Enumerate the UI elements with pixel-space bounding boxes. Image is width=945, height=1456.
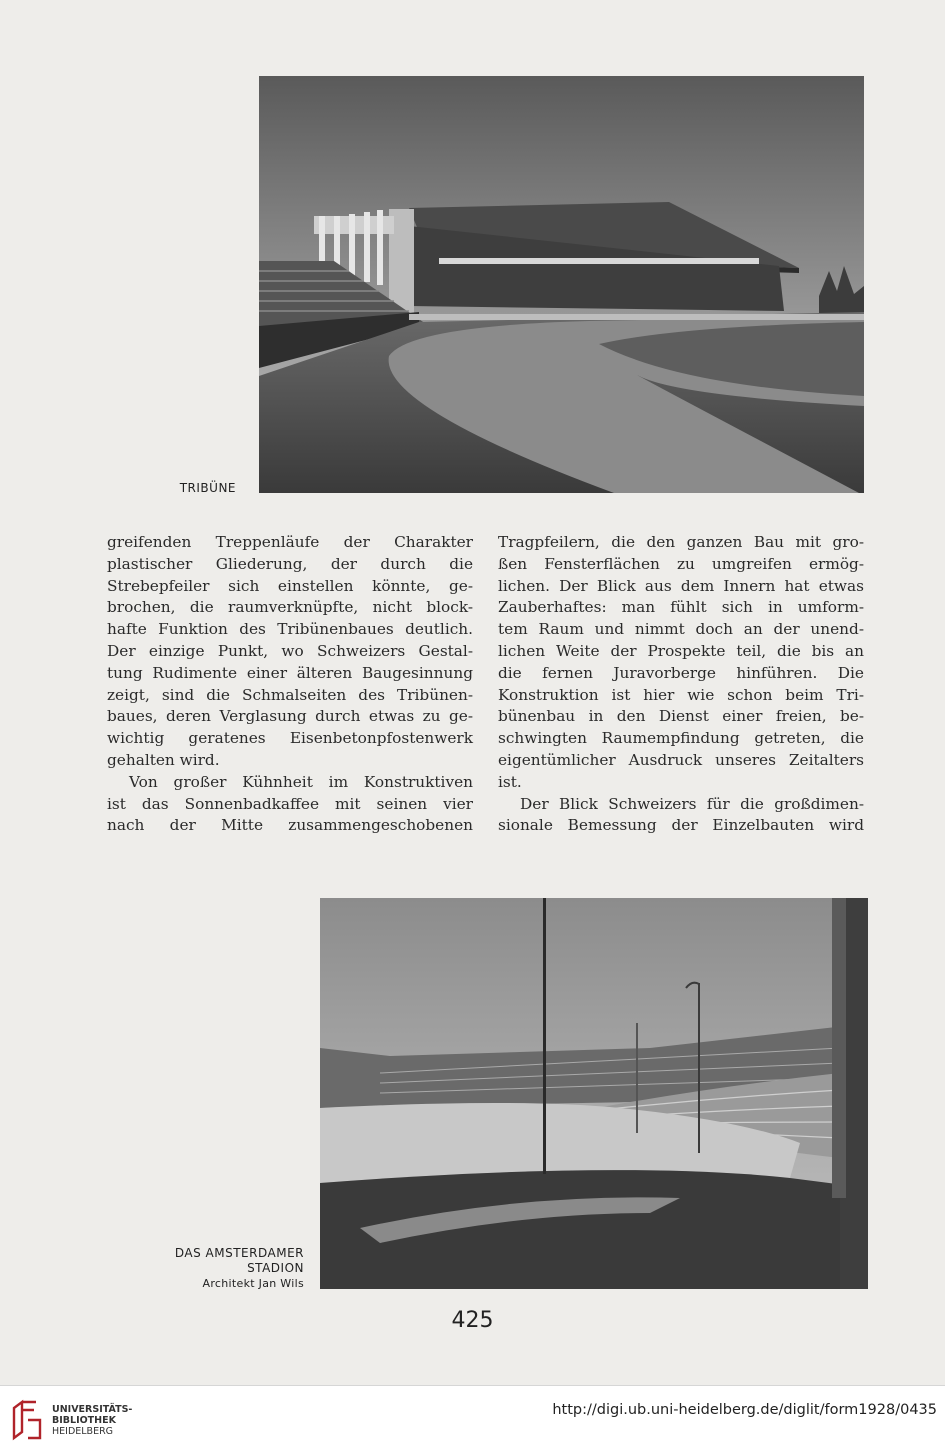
text-line: die fernen Juravorberge hinführen. Die (498, 663, 864, 682)
library-name (52, 1404, 132, 1437)
amsterdam-stadium-photo (320, 898, 868, 1289)
library-name-line: UNIVERSITÄTS- (52, 1404, 133, 1415)
caption-line: DAS AMSTERDAMER (174, 1246, 304, 1260)
text-line: greifenden Treppenläufe der Charakter (107, 533, 473, 551)
stadium-grandstand-photo (259, 76, 864, 493)
caption-line: STADION (247, 1261, 304, 1275)
text-line: plastischer Gliederung, der durch die (107, 554, 473, 573)
text-line: nach der Mitte zusammengeschobenen (107, 816, 473, 835)
library-name-line: HEIDELBERG (52, 1426, 114, 1437)
library-footer (0, 1385, 945, 1456)
figure-caption-tribune: TRIBÜNE (179, 481, 236, 495)
text-line: Zauberhaftes: man fühlt sich in umform- (498, 598, 864, 617)
text-line: zeigt, sind die Schmalseiten des Tribünen- (107, 685, 473, 704)
text-line: ist das Sonnenbadkaffee mit seinen vier (107, 794, 473, 813)
text-line: lichen. Der Blick aus dem Innern hat etwas (498, 576, 864, 595)
text-line: hafte Funktion des Tribünenbaues deutlich. (107, 620, 473, 639)
page-number: 425 (451, 1308, 494, 1333)
text-line: Konstruktion ist hier wie schon beim Tri- (498, 685, 864, 704)
text-line: Strebepfeiler sich einstellen könnte, ge- (107, 576, 473, 595)
text-line: bünenbau in den Dienst einer freien, be- (498, 707, 864, 726)
digital-url-link[interactable]: http://digi.ub.uni-heidelberg.de/diglit/form1928/0435 (552, 1402, 937, 1418)
text-line: eigentümlicher Ausdruck unseres Zeitalters (498, 750, 864, 769)
text-line: schwingten Raumempfindung getreten, die (498, 729, 864, 748)
text-line: lichen Weite der Prospekte teil, die bis an (498, 641, 864, 660)
text-line: Tragpfeilern, die den ganzen Bau mit gro- (498, 533, 864, 551)
text-line: brochen, die raumverknüpfte, nicht block- (107, 598, 473, 617)
text-line: Von großer Kühnheit im Konstruktiven (129, 772, 473, 791)
text-line: wichtig geratenes Eisenbetonpfostenwerk (107, 729, 473, 748)
text-line: ist. (498, 772, 522, 791)
text-line: tung Rudimente einer älteren Baugesinnung (107, 663, 473, 682)
text-line: gehalten wird. (107, 750, 220, 769)
figure-caption-amsterdam (130, 1246, 304, 1291)
library-name-line: BIBLIOTHEK (52, 1415, 116, 1426)
text-line: tem Raum und nimmt doch an der unend- (498, 620, 864, 639)
text-line: Der Blick Schweizers für die großdimen- (520, 794, 864, 813)
library-logo-icon (10, 1398, 44, 1442)
text-line: Der einzige Punkt, wo Schweizers Gestal- (107, 641, 473, 660)
architect-credit: Architekt Jan Wils (202, 1277, 304, 1290)
text-column-left (107, 532, 473, 837)
text-column-right (498, 532, 864, 837)
text-line: ßen Fensterflächen zu umgreifen ermög- (498, 554, 864, 573)
text-line: baues, deren Verglasung durch etwas zu ge- (107, 707, 473, 726)
text-line: sionale Bemessung der Einzelbauten wird (498, 816, 864, 835)
